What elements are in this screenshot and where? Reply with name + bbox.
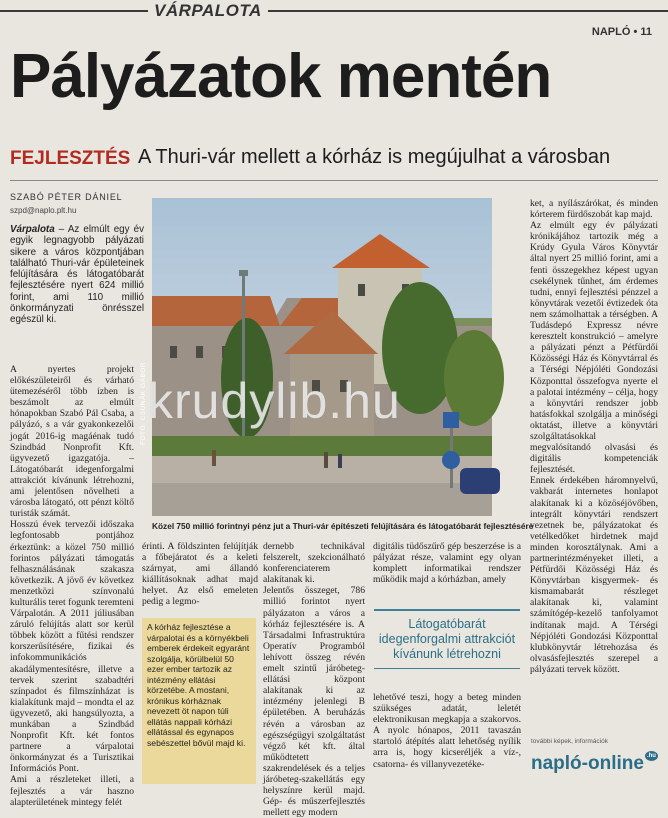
- logo-badge: .hu: [646, 753, 656, 759]
- section-title: VÁRPALOTA: [148, 1, 268, 21]
- article-column-1: A nyertes projekt előkészületeiről és várható ütemezéséről több ízben is beszámolt az elmúlt hónapokban Szabó Pál Csaba, a pályázó, s a vár gyakonkezelői jogát 2016-ig magáénak tudó Szindbád Nonprofit Kft. ügyvezető igazgatója. – Látogatóbarát idegenforgalmi attrakciót kívánunk létrehozni, ami jelentősen növelheti a városba látogató, ott pénzt költő turisták számát. Hosszú évek tervezői időszaka legfontosabb pontjához érkeztünk: a közel 750 millió forintos pályázati támogatás felhasználásának szakasza következik. A jövő év következ menzetközi színvonalú kulturális teret fogunk teremteni Várpalotán. A 2011 júliusában záruló felújítás alatt sor kerül többek között a fűtési rendszer korszerűsítésére, fizikai és infokommunikációs akadálymentesítésre, illetve a tervek szerint szabadtéri színpadot és filmszínházat is kialakítunk majd – mondta el az ügyvezető, aki hangsúlyozta, a munkában a Szindbád Nonprofit Kft. két fontos partnere a várpalotai önkormányzat és a Turisztikai Információs Pont. Ami a részleteket illeti, a fejlesztés a vár haszno alapterületének mintegy felét: [10, 364, 134, 808]
- article-column-5: ket, a nyílászárókat, és minden kórterem fürdőszobát kap majd. Az elmúlt egy év pályázati krónikájához tartozik még a Krúdy Gyula Város Könyvtár által nyert 25 millió forint, ami a fenti összegekhez képest ugyan csekélynek tűnhet, ám érdemes tudni, ennyi fejlesztési pénzzel a könyvtárak vezetői évtizedek óta nem számolhattak a térségben. A Tudásdepó Expressz névre keresztelt konstrukció – amelyre a pályázati pénzt a Pétfürdői Közösségi Ház és Könyvtárral és a Térségi Népjóléti Gondozási Központtal összefogva nyerte el a palotai intézmény – célja, hogy a könyvtári rendszer jobb hatásfokkal szolgálja a minőségi oktatást, illetve a könyvtári szolgáltatásokkal megvalósítandó olvasási és digitális kompetenciák fejlesztését. Ennek érdekében háromnyelvű, vakbarát internetes honlapot alakítanak ki a közöséjövőben, integrált könyvtári rendszert vezetnek be, pályázatokat és vetélkedőket hirdetnek majd minden korosztálynak. Ami a partnerintézményeket illeti, a Pétfürdői Közösségi Ház és Könyvtárban kisgyermek- és kismamabarát részleget alakítanak ki, valamint számítógép-kezelő tanfolyamot indítanak majd. A Térségi Népjóléti Gondozási Központtal klubkönyvtár létrehozása és olvasásfejlesztés szerepel a pályázati tervek között.: [530, 198, 658, 675]
- article-column-2: érinti. A földszinten felújítják a főbejáratot és a keleti szárnyat, ami állandó kiállításoknak adhat majd helyet. Az első emeleten pedig a legmo-: [142, 541, 258, 608]
- logo-text: napló-online: [531, 753, 644, 774]
- article-column-3: dernebb technikával felszerelt, szekcionálható konferenciaterem alakítanak ki. Jelentős összeget, 786 millió forintot nyert pályázaton a város a kórház fejlesztésére is. A Társadalmi Infrastruktúra Operatív Programból lehívott összeg révén emelt szintű járóbeteg-ellátási központ alakítanak ki az intézmény jelenlegi B épületében. A beruházás révén a városban az egészségügyi szolgáltatást végző két kft. által működtetett szakrendelések és a teljes járóbeteg-szakellátás egy helyszínre kerül majd. Gép- és műszerfejlesztés mellett egy modern: [263, 541, 365, 818]
- lead-paragraph: [10, 224, 144, 354]
- more-info-link[interactable]: további képek, információk: [531, 738, 608, 745]
- kicker: FEJLESZTÉS: [10, 148, 131, 169]
- article-column-4-top: digitális tüdőszűrő gép beszerzése is a pályázat része, valamint egy olyan komplett informatikai rendszer működik majd a kórházban, amely: [373, 541, 521, 586]
- pull-quote: Látogatóbarát idegenforgalmi attrakciót kívánunk létrehozni: [374, 609, 520, 669]
- byline: SZABÓ PÉTER DÁNIEL: [10, 192, 123, 202]
- naplo-online-logo[interactable]: [531, 753, 658, 775]
- header-rule: [0, 10, 668, 12]
- watermark: krudylib.hu: [148, 373, 401, 429]
- page-number: NAPLÓ • 11: [591, 26, 652, 38]
- headline-rule: [10, 180, 658, 181]
- photo-caption: Közel 750 millió forintnyi pénz jut a Thuri-vár építészeti felújítására és látogatóbarát fejlesztésére: [152, 521, 534, 531]
- castle-photo: [152, 198, 492, 516]
- article-column-4-bottom: lehetővé teszi, hogy a beteg minden szükséges adatát, leletét elektronikusan megkapja a szakorvos. A nyolc hónapos, 2011 tavaszán startoló átépítés alatt lehetőség nyílik arra is, hogy kicseréljék a víz-, csatorna- és villanyvezetéke-: [373, 692, 521, 770]
- dateline: Várpalota: [10, 224, 55, 235]
- headline: Pályázatok mentén: [10, 42, 552, 111]
- subheadline: A Thuri-vár mellett a kórház is megújulhat a városban: [138, 146, 611, 168]
- author-email[interactable]: szpd@naplo.plt.hu: [10, 206, 77, 215]
- castle-illustration: [152, 198, 492, 516]
- photo-credit: FOTÓ: CSUNÁK GÁBOR: [140, 361, 147, 445]
- hospital-info-box: A kórház fejlesztése a várpalotai és a környékbeli emberek érdekeit egyaránt szolgálja, körülbelül 50 ezer ember tartozik az intézmény ellátási körzetébe. A mostani, krónikus kórháznak nevezett öt napon túli ellátás nappali kórházi ellátással és egynapos sebészettel bővül majd ki.: [142, 618, 256, 784]
- lead-text: – Az elmúlt egy év egyik legnagyobb pályázati sikere a város központjában található Thuri-vár épületeinek felújítására és látogatóbarát fejlesztésére nyert 624 millió forint, ami 110 millió önkormányzati önrésszel egészül ki.: [10, 224, 144, 326]
